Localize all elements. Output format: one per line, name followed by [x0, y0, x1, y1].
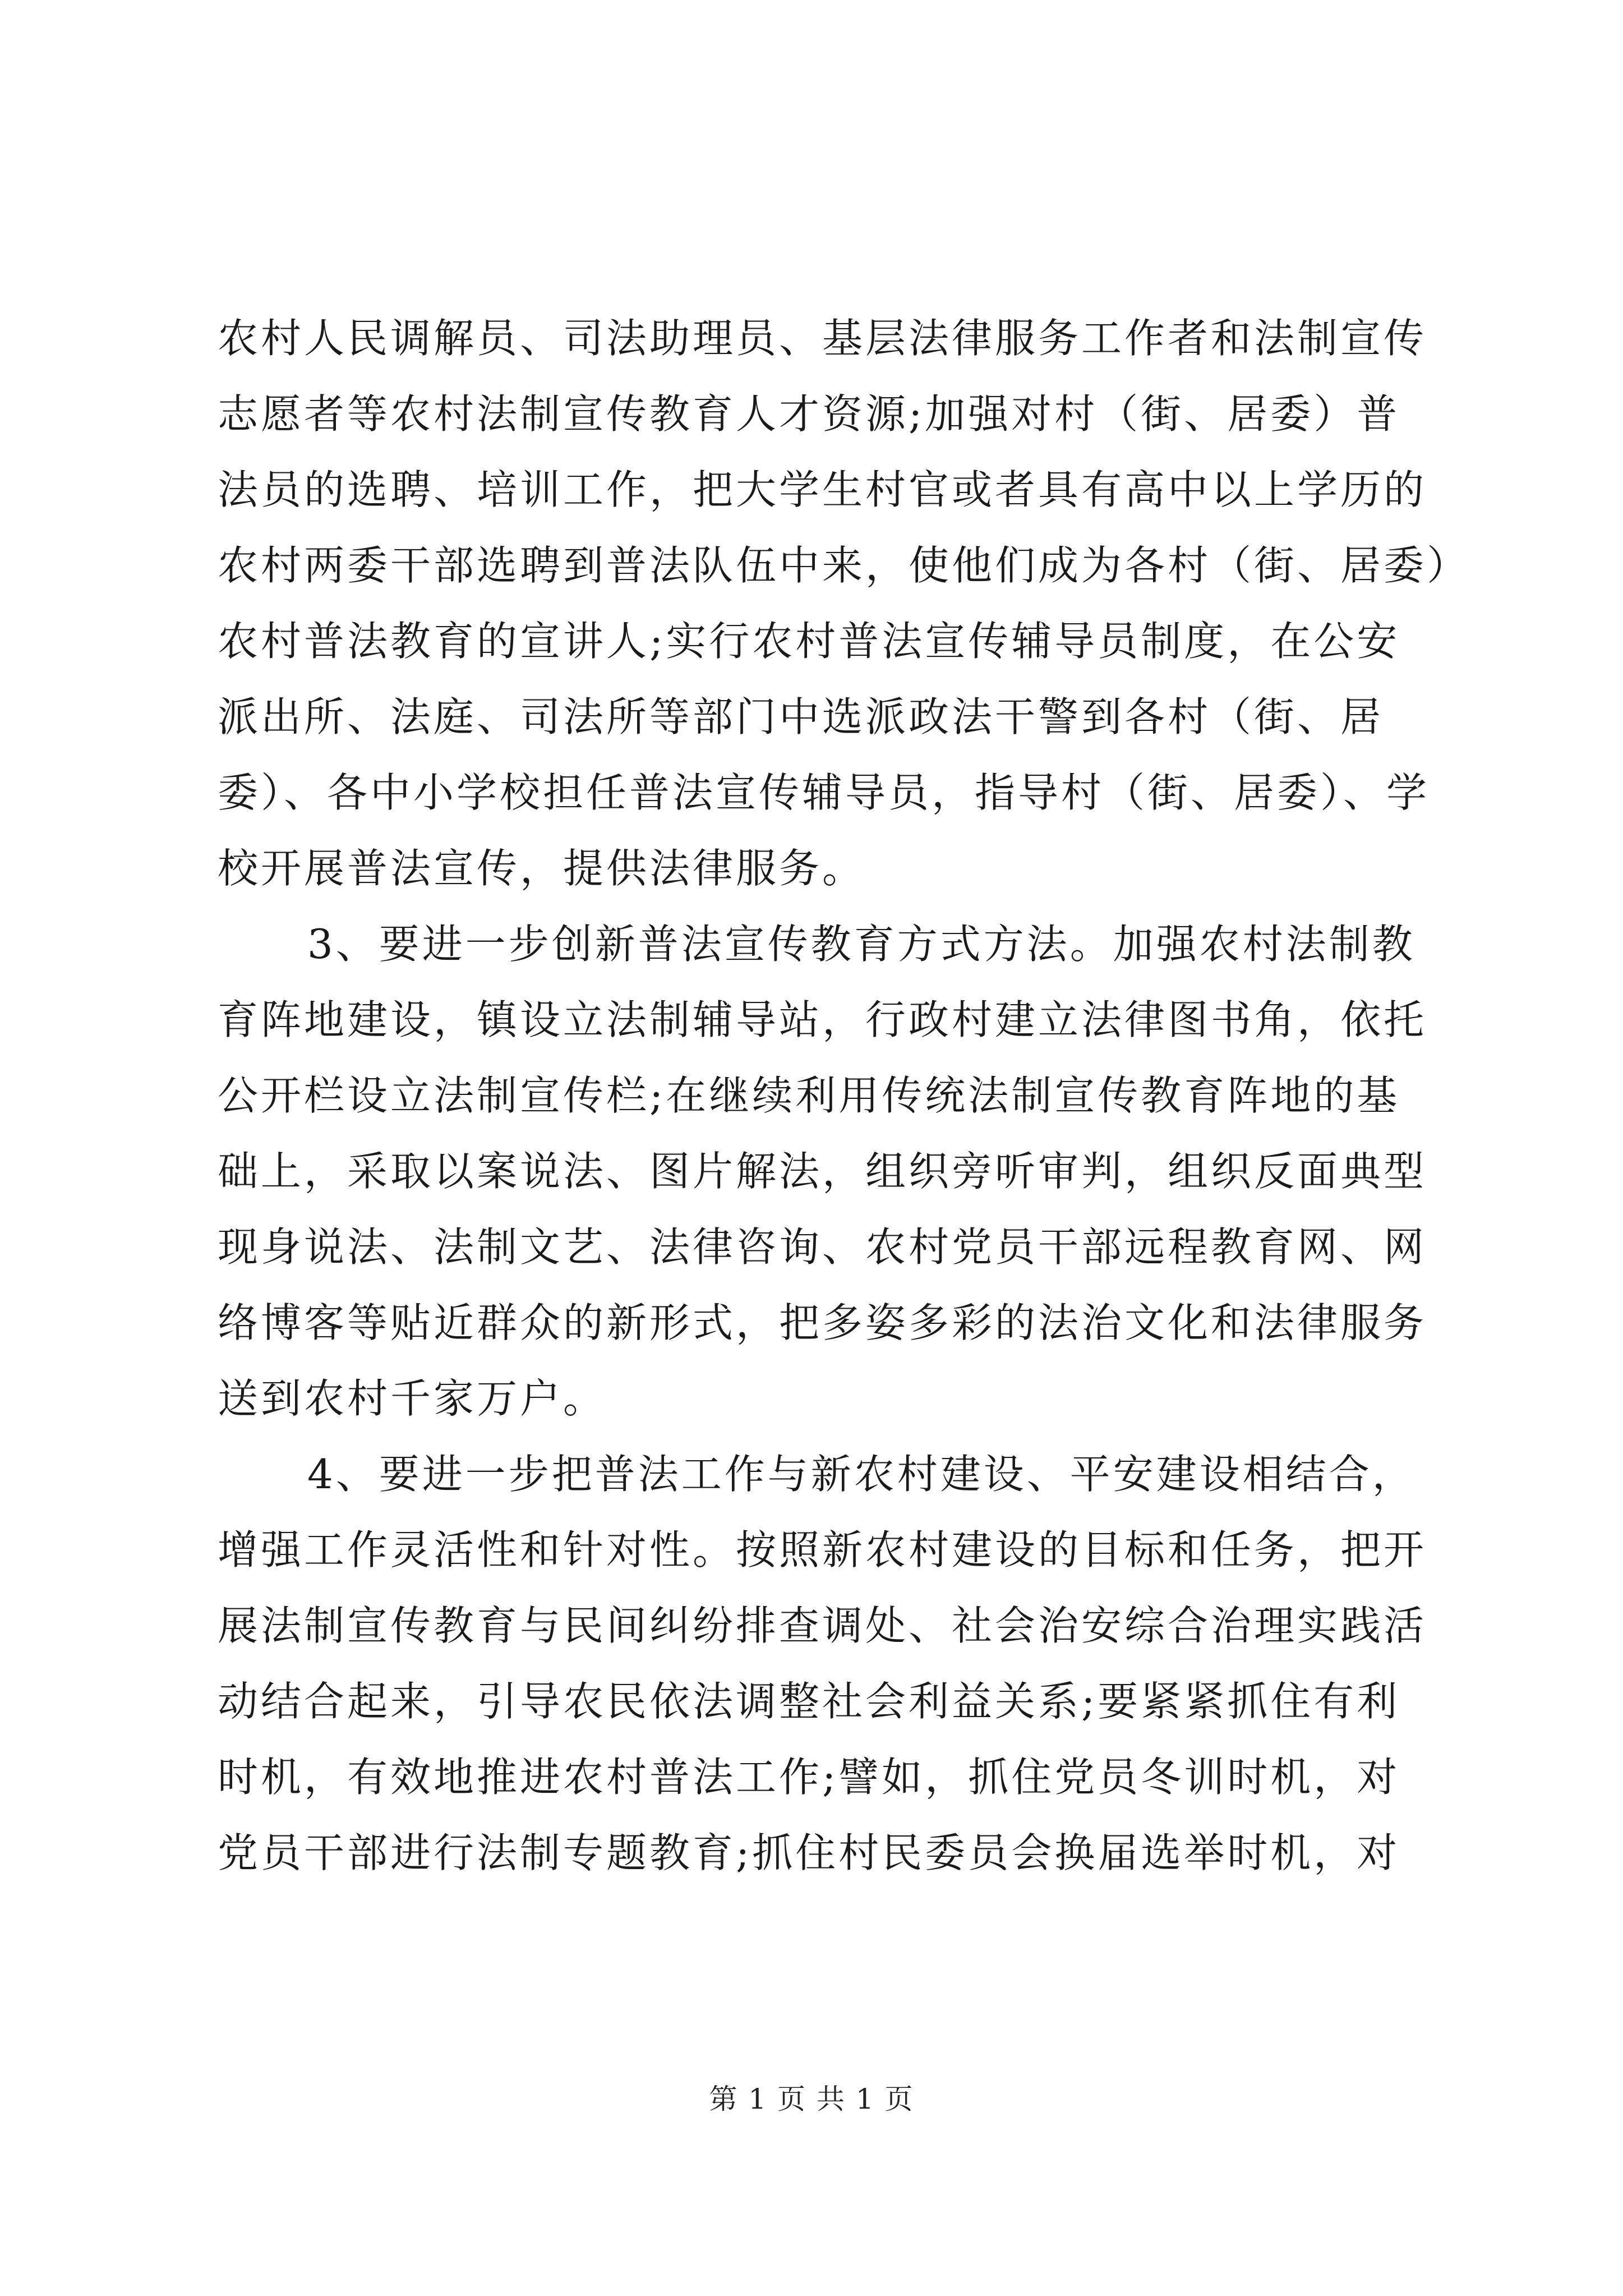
text-line: 农村两委干部选聘到普法队伍中来，使他们成为各村（街、居委）: [218, 542, 1470, 589]
document-body: [218, 301, 1470, 1891]
text-line: 络博客等贴近群众的新形式，把多姿多彩的法治文化和法律服务: [218, 1299, 1427, 1346]
text-line: 农村人民调解员、司法助理员、基层法律服务工作者和法制宣传: [218, 315, 1427, 362]
text-line: 校开展普法宣传，提供法律服务。: [218, 845, 866, 892]
text-line: 委）、各中小学校担任普法宣传辅导员，指导村（街、居委）、学: [218, 769, 1430, 816]
text-line: 动结合起来，引导农民依法调整社会利益关系;要紧紧抓住有利: [218, 1678, 1400, 1725]
text-line: 增强工作灵活性和针对性。按照新农村建设的目标和任务，把开: [218, 1526, 1427, 1573]
text-line: 公开栏设立法制宣传栏;在继续利用传统法制宣传教育阵地的基: [218, 1072, 1400, 1119]
text-line: 现身说法、法制文艺、法律咨询、农村党员干部远程教育网、网: [218, 1223, 1427, 1271]
text-line: 时机，有效地推进农村普法工作;譬如，抓住党员冬训时机，对: [218, 1754, 1400, 1801]
text-line-content: 3、要进一步创新普法宣传教育方式方法。加强农村法制教: [307, 921, 1415, 968]
paragraph-start-line: [218, 907, 1429, 982]
text-line: 党员干部进行法制专题教育;抓住村民委员会换届选举时机，对: [218, 1829, 1400, 1876]
text-line: 展法制宣传教育与民间纠纷排查调处、社会治安综合治理实践活: [218, 1602, 1427, 1649]
text-line: 育阵地建设，镇设立法制辅导站，行政村建立法律图书角，依托: [218, 996, 1427, 1043]
text-line: 送到农村千家万户。: [218, 1375, 607, 1422]
text-line: 志愿者等农村法制宣传教育人才资源;加强对村（街、居委）普: [218, 390, 1400, 438]
text-line: 农村普法教育的宣讲人;实行农村普法宣传辅导员制度，在公安: [218, 618, 1400, 665]
text-line: 础上，采取以案说法、图片解法，组织旁听审判，组织反面典型: [218, 1148, 1427, 1195]
paragraph-start-line: [218, 1437, 1429, 1512]
page-footer: [0, 2077, 1623, 2117]
text-line-content: 4、要进一步把普法工作与新农村建设、平安建设相结合，: [307, 1451, 1415, 1498]
text-line: 法员的选聘、培训工作，把大学生村官或者具有高中以上学历的: [218, 466, 1427, 513]
text-line: 派出所、法庭、司法所等部门中选派政法干警到各村（街、居: [218, 693, 1384, 740]
page-number-label: 第 1 页 共 1 页: [709, 2083, 914, 2115]
